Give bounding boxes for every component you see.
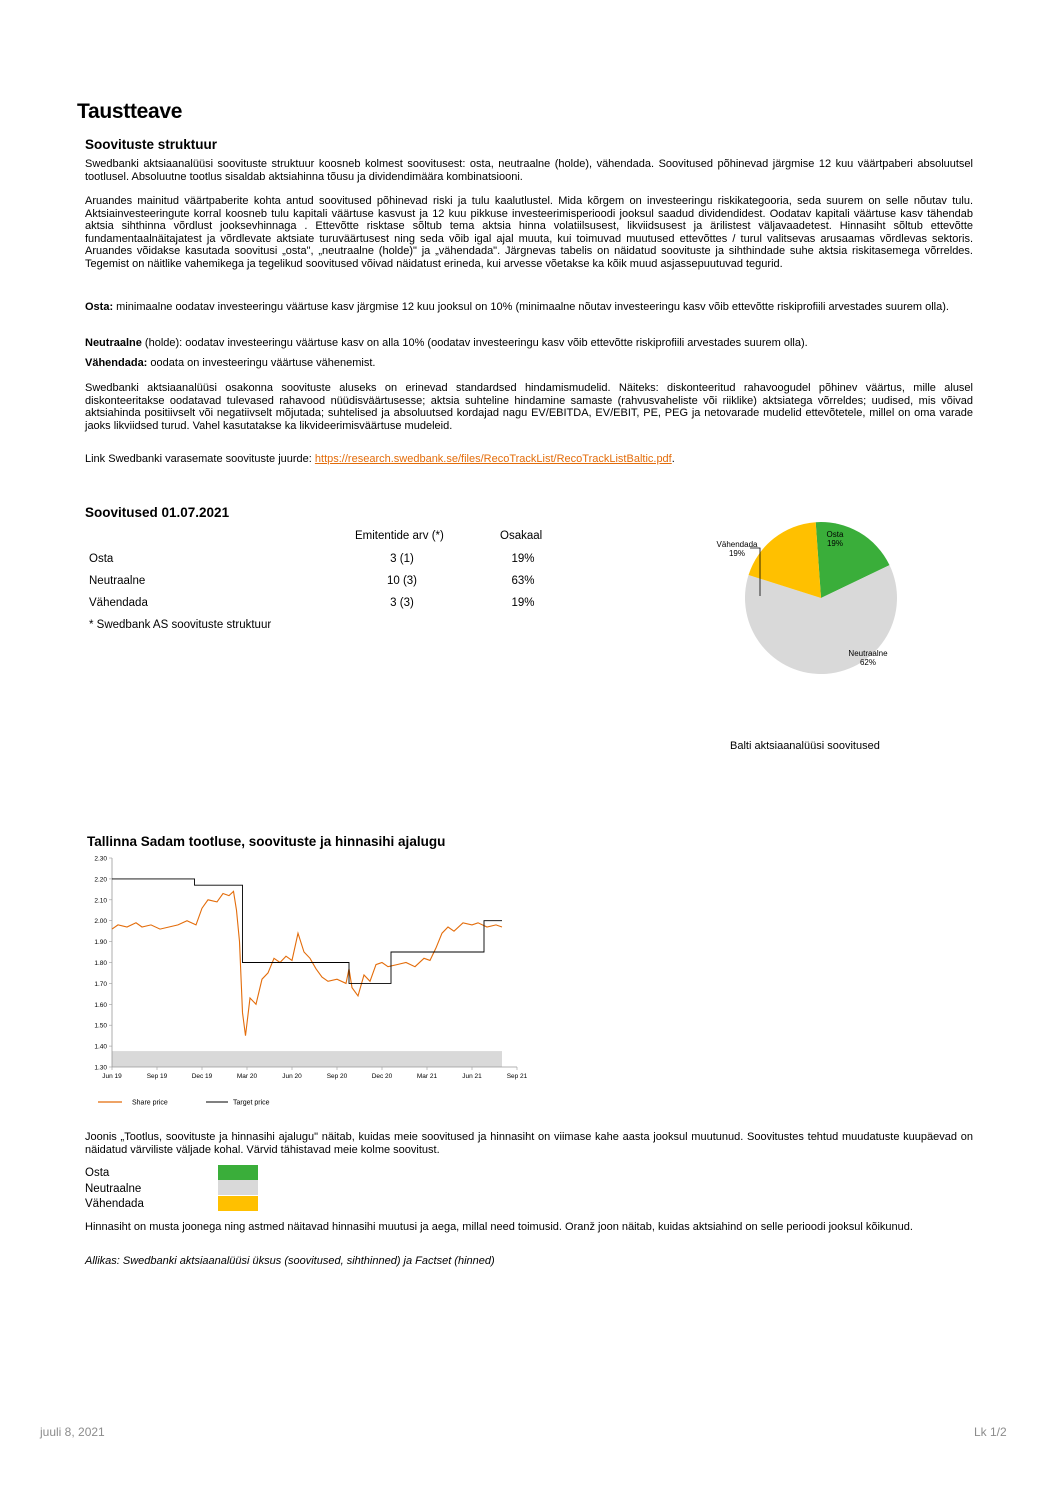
recommendation-color-legend (85, 1165, 285, 1213)
vahendada-text: oodata on investeeringu väärtuse vähenemist. (147, 357, 376, 369)
x-tick-label: Mar 20 (236, 1073, 258, 1080)
y-tick-label: 1.40 (94, 1043, 107, 1051)
pie-pct-osta: 19% (826, 539, 844, 548)
recommendations-title: Soovitused 01.07.2021 (85, 505, 230, 520)
y-tick-label: 2.10 (94, 897, 107, 905)
structure-paragraph-3: Swedbanki aktsiaanalüüsi osakonna soovituste aluseks on erinevad standardsed hindamismudelid. Näiteks: diskonteeritud rahavoogudel põhinev väärtus, mille alusel diskonteeritakse oodatavad tulevased rahavood nüüdisväärtusesse; aktsia suhteline hindamine samaste (rahvusvaheliste või riiklike) aktsiatega võrreldes; uudised, mis võivad aktsiahinda positiivselt või negatiivselt mõjutada; suhtelised ja absoluutsed kordajad nagu EV/EBITDA, EV/EBIT, PE, PEG ja netovarade mudelid ettevõtetele, millel on oma varade jaoks likviidsed turud. Vahel kasutatakse ka likvideerimisväärtuse mudeleid. (85, 382, 973, 432)
table-row-count: 3 (3) (390, 597, 414, 609)
y-tick-label: 1.30 (94, 1064, 107, 1072)
pie-pct-vahendada: 19% (728, 549, 746, 558)
x-tick-label: Sep 20 (326, 1073, 348, 1080)
pie-label-vahendada: Vähendada (716, 540, 758, 549)
explain-paragraph-1: Joonis „Tootlus, soovituste ja hinnasihi ajalugu" näitab, kuidas meie soovitused ja hinnasiht on viimase kahe aasta jooksul muutunud. Soovitustes tehtud muudatuste kuupäevad on näidatud värviliste väljade kohal. Värvid tähistavad meie kolme soovitust. (85, 1131, 973, 1156)
y-tick-label: 2.30 (94, 855, 107, 863)
pie-pct-neutraalne: 62% (859, 658, 877, 667)
reco-track-list-link[interactable]: https://research.swedbank.se/files/RecoTrackList/RecoTrackListBaltic.pdf (314, 453, 672, 465)
table-footnote: * Swedbank AS soovituste struktuur (89, 619, 272, 631)
pie-label-osta: Osta (826, 530, 844, 539)
recommendations-pie-chart (690, 510, 930, 690)
page-title: Taustteave (77, 100, 183, 123)
x-tick-label: Mar 21 (416, 1073, 438, 1080)
footer-page: Lk 1/2 (974, 1425, 1007, 1439)
structure-title: Soovituste struktuur (85, 137, 218, 152)
neutraalne-definition (85, 337, 973, 350)
share-price-line (112, 891, 502, 1035)
legend-swatch-neutraalne (218, 1180, 258, 1195)
y-tick-label: 1.80 (94, 960, 107, 967)
legend-share-price-label: Share price (132, 1099, 168, 1107)
explain-paragraph-2: Hinnasiht on musta joonega ning astmed näitavad hinnasihi muutusi ja aega, millal need toimusid. Oranž joon näitab, kuidas aktsiahind on selle perioodi jooksul kõikunud. (85, 1221, 913, 1233)
link-prefix: Link Swedbanki varasemate soovituste juurde: (85, 453, 315, 465)
table-row-count: 10 (3) (386, 575, 418, 587)
legend-swatch-vahendada (218, 1196, 258, 1211)
pie-caption: Balti aktsiaanalüüsi soovitused (730, 740, 880, 752)
pie-label-neutraalne: Neutraalne (848, 649, 888, 658)
link-paragraph (85, 453, 973, 466)
recommendation-band (112, 1051, 502, 1067)
osta-definition (85, 301, 973, 314)
table-row-label: Osta (89, 553, 114, 565)
legend-label-vahendada: Vähendada (85, 1198, 144, 1210)
legend-label-neutraalne: Neutraalne (85, 1183, 142, 1195)
y-tick-label: 1.70 (94, 980, 107, 988)
table-row-share: 19% (511, 597, 535, 609)
table-row-label: Vähendada (89, 597, 148, 609)
table-row-count: 3 (1) (390, 553, 414, 565)
x-tick-label: Sep 19 (146, 1073, 168, 1080)
table-row-label: Neutraalne (89, 575, 146, 587)
y-tick-label: 2.20 (94, 876, 107, 884)
table-row-share: 63% (511, 575, 535, 587)
structure-paragraph-1: Swedbanki aktsiaanalüüsi soovituste struktuur koosneb kolmest soovitusest: osta, neutraalne (holde), vähendada. Soovitused põhinevad järgmise 12 kuu väärtpaberi absoluutsel tootlusel. Absoluutne tootlus sisaldab aktsiahinna tõusu ja dividendimäära kombinatsiooni. (85, 158, 973, 183)
structure-paragraph-2: Aruandes mainitud väärtpaberite kohta antud soovitused põhinevad riski ja tulu kaalutlustel. Mida kõrgem on investeeringu riskikategooria, seda suurem on selle nõutav tulu. Aktsiainvesteeringute korral koosneb tulu kapitali väärtuse kasvust ja 12 kuu pikkuse investeerimisperioodi jooksul saadud dividendidest. Oodatav kapitali väärtuse kasv tähendab aktsia sihthinna võrdlust jooksevhinnaga . Ettevõtte risktase sõltub tema aktsia hinna volatiilsusest, likviidsusest ja ärilistest väljavaadetest. Hinnasiht sõltub ettevõtte fundamentaalnäitajatest ja võrdlevate aktsiate turuväärtusest ning seda võib igal ajal muuta, kui toimuvad muutused ettevõttes / turul valitsevas arusaamas võrdlevas sektoris. Aruandes võidakse kasutada soovitusi „osta", „neutraalne (holde)" ja „vähendada". Järgnevas tabelis on näidatud soovituste ja sihthindade suhe aktsia riskitasemega võrreldes. Tegemist on näitlike vahemikega ja tegelikud soovitused võivad näidatust erineda, kui arvesse võetakse ka kõik muud asjassepuutuvad tegurid. (85, 195, 973, 270)
osta-label: Osta: (85, 301, 114, 313)
link-suffix: . (671, 453, 675, 465)
y-tick-label: 1.90 (94, 939, 107, 947)
source-note: Allikas: Swedbanki aktsiaanalüüsi üksus (soovitused, sihthinned) ja Factset (hinned) (85, 1255, 495, 1267)
x-tick-label: Jun 19 (102, 1073, 122, 1080)
osta-text: minimaalne oodatav investeeringu väärtuse kasv järgmise 12 kuu jooksul on 10% (minimaalne nõutav investeeringu kasv võib ettevõtte riskiprofiili arvestades suurem olla). (113, 301, 949, 313)
table-row-share: 19% (511, 553, 535, 565)
x-tick-label: Sep 21 (506, 1073, 528, 1080)
x-tick-label: Jun 21 (462, 1073, 482, 1080)
vahendada-definition (85, 357, 973, 370)
y-tick-label: 1.60 (94, 1001, 107, 1009)
column-header-share: Osakaal (500, 530, 543, 542)
price-history-chart (80, 852, 540, 1117)
footer-date: juuli 8, 2021 (40, 1425, 105, 1439)
y-tick-label: 1.50 (94, 1022, 107, 1030)
x-tick-label: Jun 20 (282, 1073, 302, 1080)
neutraalne-text: (holde): oodatav investeeringu väärtuse kasv on alla 10% (oodatav investeeringu kasv võib ettevõtte riskiprofiili arvestades suurem olla). (141, 337, 808, 349)
y-tick-label: 2.00 (94, 918, 107, 926)
chart-title: Tallinna Sadam tootluse, soovituste ja hinnasihi ajalugu (87, 834, 446, 849)
vahendada-label: Vähendada: (85, 357, 148, 369)
column-header-emitents: Emitentide arv (*) (355, 530, 444, 542)
x-tick-label: Dec 19 (191, 1073, 213, 1080)
legend-swatch-osta (218, 1165, 258, 1180)
legend-target-price-label: Target price (233, 1099, 270, 1107)
x-tick-label: Dec 20 (371, 1073, 393, 1080)
legend-label-osta: Osta (85, 1167, 110, 1179)
neutraalne-label: Neutraalne (85, 337, 142, 349)
